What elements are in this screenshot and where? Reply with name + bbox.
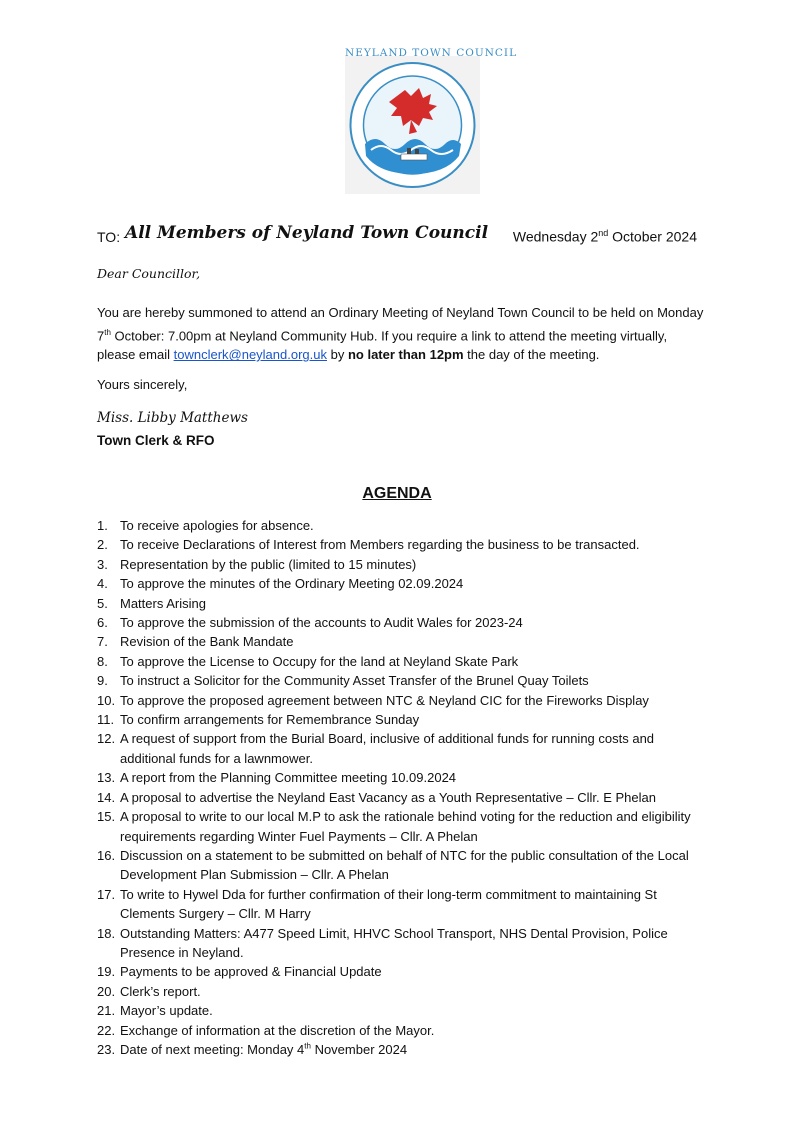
agenda-item-text: Revision of the Bank Mandate: [120, 634, 294, 650]
agenda-item: [97, 982, 707, 1001]
agenda-item: [97, 1040, 707, 1059]
agenda-item-number: 22.: [97, 1022, 116, 1038]
agenda-item-text: To approve the proposed agreement between NTC & Neyland CIC for the Fireworks Display: [120, 692, 649, 708]
agenda-item-text: Outstanding Matters: A477 Speed Limit, HHVC School Transport, NHS Dental Provision, Police Presence in Neyland.: [120, 925, 668, 960]
agenda-item-text: A report from the Planning Committee meeting 10.09.2024: [120, 770, 457, 786]
agenda-item: [97, 924, 707, 963]
agenda-item: [97, 729, 707, 768]
agenda-item-text: A request of support from the Burial Board, inclusive of additional funds for running costs and additional funds for a lawnmower.: [120, 731, 655, 766]
agenda-item: [97, 594, 707, 613]
agenda-item: [97, 1001, 707, 1020]
agenda-item-number: 9.: [97, 673, 108, 689]
summons-text-3: by: [327, 347, 348, 363]
agenda-item-number: 18.: [97, 925, 116, 941]
salutation: Dear Councillor,: [97, 266, 201, 281]
agenda-item: [97, 807, 707, 846]
agenda-item: [97, 691, 707, 710]
agenda-item-text: To write to Hywel Dda for further confirmation of their long-term commitment to maintaining St Clements Surgery – Cllr. M Harry: [120, 886, 657, 922]
agenda-item-number: 4.: [97, 576, 108, 592]
agenda-item-number: 7.: [97, 634, 108, 650]
logo-ring-text: NEYLAND TOWN COUNCIL: [345, 47, 518, 59]
signer-role: Town Clerk & RFO: [97, 433, 215, 448]
agenda-item-text: A proposal to advertise the Neyland East Vacancy as a Youth Representative – Cllr. E Phelan: [120, 789, 656, 805]
agenda-item-number: 17.: [97, 886, 116, 902]
council-crest-emblem: [345, 47, 518, 194]
council-logo: [345, 47, 518, 194]
agenda-item: [97, 516, 707, 535]
date-rest: October 2024: [608, 228, 697, 245]
summons-text-2: October: 7.00pm at Neyland Community Hub. If you require a link to attend the meeting virtually, please email: [97, 327, 668, 363]
summons-text-1: You are hereby summoned to attend an Ordinary Meeting of Neyland Town Council to be held on Monday 7: [97, 305, 704, 343]
agenda-item: [97, 788, 707, 807]
agenda-item-text: Clerk’s report.: [120, 983, 201, 999]
agenda-item-text: Payments to be approved & Financial Update: [120, 964, 382, 980]
agenda-item: [97, 555, 707, 574]
agenda-item-number: 20.: [97, 983, 116, 999]
agenda-item-text: Exchange of information at the discretion of the Mayor.: [120, 1022, 435, 1038]
addressee: All Members of Neyland Town Council: [125, 223, 489, 243]
agenda-item-text-after: November 2024: [310, 1041, 408, 1057]
summons-paragraph: [97, 303, 707, 365]
agenda-item-number: 15.: [97, 809, 116, 825]
agenda-item-number: 3.: [97, 556, 108, 572]
agenda-item-number: 21.: [97, 1003, 116, 1019]
agenda-item: [97, 846, 707, 885]
agenda-item: [97, 768, 707, 787]
agenda-item-text: To receive Declarations of Interest from Members regarding the business to be transacted.: [120, 537, 640, 553]
agenda-item-number: 14.: [97, 789, 116, 805]
agenda-item: [97, 613, 707, 632]
agenda-item-text: To approve the License to Occupy for the land at Neyland Skate Park: [120, 653, 519, 669]
agenda-item: [97, 1021, 707, 1040]
summons-day-suffix: th: [104, 327, 111, 337]
agenda-item: [97, 962, 707, 981]
signer-name: Miss. Libby Matthews: [97, 410, 248, 426]
agenda-item-text: To approve the submission of the accounts to Audit Wales for 2023-24: [120, 615, 523, 631]
agenda-item-text: Representation by the public (limited to 15 minutes): [120, 556, 417, 572]
agenda-item-number: 19.: [97, 964, 116, 980]
agenda-item: [97, 652, 707, 671]
agenda-item-text: Discussion on a statement to be submitted on behalf of NTC for the public consultation of the Local Development Plan Submission – Cllr. A Phelan: [120, 847, 689, 883]
agenda-heading: AGENDA: [362, 485, 432, 502]
closing: Yours sincerely,: [97, 377, 188, 392]
agenda-item-text: Date of next meeting: Monday 4: [120, 1041, 305, 1057]
letter-date: [513, 228, 697, 245]
date-suffix: nd: [598, 228, 609, 238]
agenda-item-text: To confirm arrangements for Remembrance Sunday: [120, 712, 420, 728]
agenda-list: [97, 516, 707, 1059]
agenda-item-text: Matters Arising: [120, 595, 206, 611]
agenda-item-number: 13.: [97, 770, 116, 786]
agenda-item-number: 12.: [97, 731, 116, 747]
deadline-text: no later than 12pm: [347, 347, 464, 363]
agenda-item-number: 6.: [97, 615, 108, 631]
date-day: Wednesday 2: [512, 228, 599, 245]
agenda-item-suffix: th: [304, 1041, 311, 1051]
agenda-item-number: 10.: [97, 692, 116, 708]
clerk-email-link[interactable]: townclerk@neyland.org.uk: [173, 347, 327, 363]
agenda-item-text: To receive apologies for absence.: [120, 518, 314, 533]
agenda-item-text: A proposal to write to our local M.P to ask the rationale behind voting for the reduction and eligibility requirements regarding Winter Fuel Payments – Cllr. A Phelan: [120, 809, 691, 844]
agenda-item: [97, 885, 707, 924]
agenda-item-number: 1.: [97, 518, 108, 533]
agenda-item-number: 16.: [97, 847, 116, 863]
agenda-item-text: To approve the minutes of the Ordinary Meeting 02.09.2024: [120, 576, 464, 592]
agenda-item-text: To instruct a Solicitor for the Community Asset Transfer of the Brunel Quay Toilets: [120, 673, 589, 689]
to-label: TO:: [97, 229, 121, 245]
summons-text-4: the day of the meeting.: [463, 347, 600, 363]
addressee-line: [97, 223, 697, 249]
agenda-item-text: Mayor’s update.: [120, 1003, 213, 1019]
agenda-item-number: 11.: [97, 712, 115, 728]
agenda-item: [97, 671, 707, 690]
agenda-item-number: 8.: [97, 653, 108, 669]
agenda-item: [97, 574, 707, 593]
agenda-item-number: 23.: [97, 1041, 116, 1057]
agenda-item-number: 2.: [97, 537, 108, 553]
agenda-item-number: 5.: [97, 595, 108, 611]
agenda-item: [97, 710, 707, 729]
agenda-item: [97, 535, 707, 554]
agenda-item: [97, 632, 707, 651]
